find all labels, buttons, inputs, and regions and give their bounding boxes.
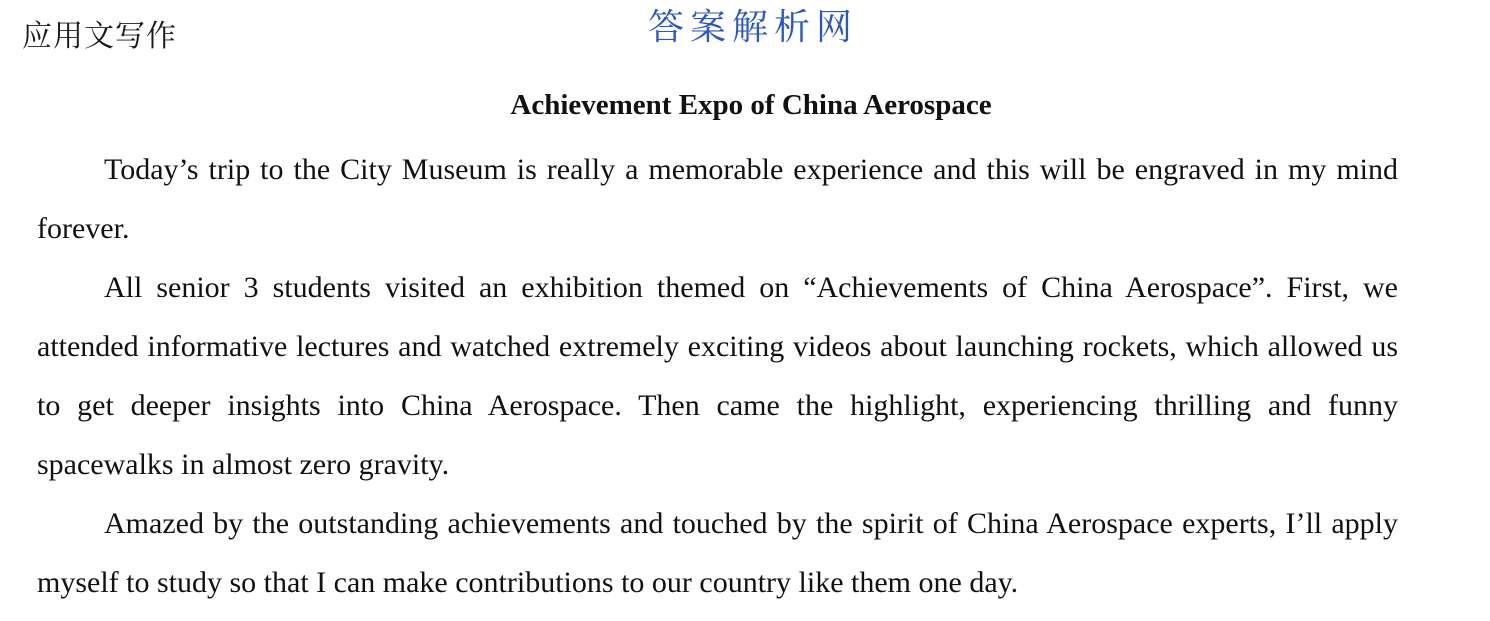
essay-paragraph-3: Amazed by the outstanding achievements and touched by the spirit of China Aerospace experts, I’ll apply myself to study so that I can make contributions to our country like them one day.	[37, 507, 1398, 599]
essay-paragraph-2: All senior 3 students visited an exhibition themed on “Achievements of China Aerospace”. First, we attended informative lectures and watched extremely exciting videos about launching rockets, which allowed us to get deeper insights into China Aerospace. Then came the highlight, experiencing thrilling and funny spacewalks in almost zero gravity.	[37, 271, 1398, 481]
essay-body	[37, 140, 1398, 612]
essay-paragraph-1: Today’s trip to the City Museum is really a memorable experience and this will be engraved in my mind forever.	[37, 153, 1398, 245]
section-label: 应用文写作	[22, 19, 177, 54]
essay-title: Achievement Expo of China Aerospace	[510, 89, 992, 121]
watermark-logo: 答案解析网	[648, 7, 859, 48]
